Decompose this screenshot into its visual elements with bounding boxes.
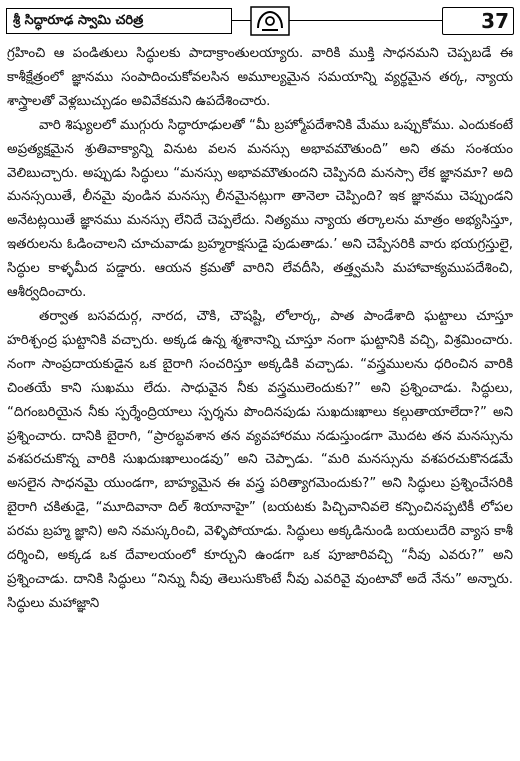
paragraph: వారి శిష్యులలో ముగ్గురు సిద్ధారూఢులతో “మీ బ్రహ్మోపదేశానికి మేము ఒప్పుకోము. ఎందుకంటే అప్రత్యక్షమైన శ్రుతివాక్యాన్ని వినుట వలన మనస్సు అభావమౌతుంది” అని తమ సంశయం వెలిబుచ్చారు. అప్పుడు సిద్ధులు “మనస్సు అభావమౌతుందని చెప్పినది మనస్సా లేక జ్ఞానమా? అది మనస్సయితే, లీనమై వుండిన మనస్సు లీనమైనట్లుగా తానెలా చెప్పింది? ఇక జ్ఞానము చెప్పుండని అనేటట్లయితే జ్ఞానము మనస్సు లేనిదే చెప్పలేదు. నిత్యము న్యాయ తర్కాలను మాత్రం అభ్యసిస్తూ, ఇతరులను ఓడించాలని చూచువాడు బ్రహ్మరాక్షసుడై పుడుతాడు.’ అని చెప్పేసరికి వారు భయగ్రస్తులై, సిద్ధుల కాళ్ళమీద పడ్డారు. ఆయన క్రమతో వారిని లేవదీసి, తత్త్వమసి మహావాక్యముపదేశించి, ఆశీర్వదించారు. bbox=[7, 117, 513, 301]
running-title: శ్రీ సిద్ధారూఢ స్వామి చరిత్ర bbox=[6, 8, 232, 34]
emblem-icon bbox=[250, 6, 290, 36]
paragraph: తర్వాత బసవదుర్గ, నారద, చౌకి, చౌషష్టి, లోలార్క, పాత పాండేశాది ఘట్టాలు చూస్తూ హరిశ్చంద్ర ఘట్టానికి వచ్చారు. అక్కడ ఉన్న శ్మశానాన్ని చూస్తూ నంగా ఘట్టానికి వచ్చి, విశ్రమించారు. నంగా సాంప్రదాయకుడైన ఒక బైరాగి సంచరిస్తూ అక్కడికి వచ్చాడు. “వస్త్రములను ధరించిన వారికి చింతయే కాని సుఖము లేదు. సాధువైన నీకు వస్త్రములెందుకు?” అని ప్రశ్నించాడు. సిద్ధులు, “దిగంబరియైన నీకు స్పర్శేంద్రియాలు స్పర్శను పొందినపుడు సుఖదుఃఖాలు కల్గుతాయాలేదా?” అని ప్రశ్నించారు. దానికి బైరాగి, “ప్రారబ్ధవశాన తన వ్యవహారము నడుస్తుండగా మొదట తన మనస్సును వశపరచుకొన్న వారికి సుఖదుఃఖాలుండవు” అని చెప్పాడు. “మరి మనస్సును వశపరచుకొనడమే అసలైన సాధనమై యుండగా, బాహ్యమైన ఈ వస్త్ర పరిత్యాగమెందుకు?” అని సిద్ధులు ప్రశ్నించేసరికి బైరాగి చకితుడై, “మూదివానా దిల్ శియానాహై” (బయటకు పిచ్చివానివలె కన్పించినప్పటికీ లోపల పరమ బ్రహ్మ జ్ఞాని) అని నమస్కరించి, వెళ్ళిపోయాడు. సిద్ధులు అక్కడినుండి బయలుదేరి వ్యాస కాశీ దర్శించి, అక్కడ ఒక దేవాలయంలో కూర్చుని ఉండగా ఒక పూజారివచ్చి “నీవు ఎవరు?” అని ప్రశ్నించాడు. దానికి సిద్ధులు “నిన్ను నీవు తెలుసుకొంటే నీవు ఎవరివై వుంటావో అదే నేను” అన్నారు. సిద్ధులు మహాజ్ఞాని bbox=[7, 308, 513, 611]
body-text bbox=[7, 42, 513, 616]
paragraph: గ్రహించి ఆ పండితులు సిద్ధులకు పాదాక్రాంతులయ్యారు. వారికి ముక్తి సాధనమని చెప్పబడే ఈ కాశీక్షేత్రంలో జ్ఞానము సంపాదించుకోవలసిన అమూల్యమైన సమయాన్ని వ్యర్థమైన తర్క, న్యాయ శాస్త్రాలతో వెళ్లబుచ్చుడం అవివేకమని ఉపదేశించారు. bbox=[7, 46, 513, 109]
page-number: 37 bbox=[442, 7, 514, 35]
page-header bbox=[6, 6, 514, 38]
